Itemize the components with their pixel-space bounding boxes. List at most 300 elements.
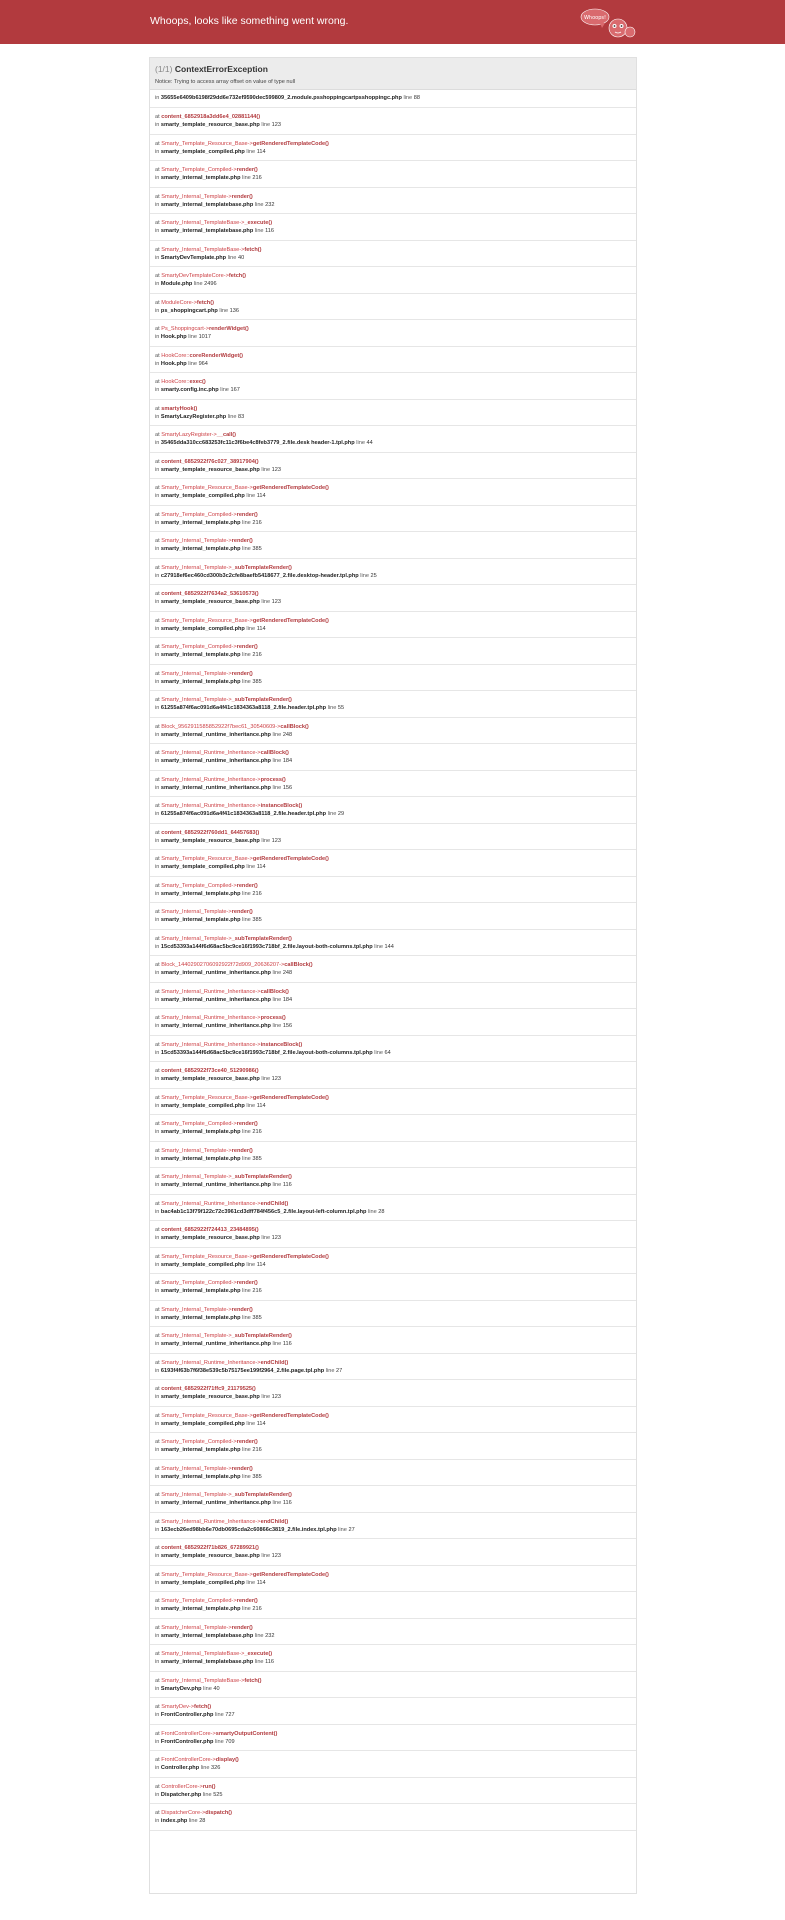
line-label: line xyxy=(325,1367,335,1374)
frame-class: Smarty_Internal_Template-> xyxy=(161,1333,232,1339)
frame-function: render() xyxy=(231,1147,253,1154)
stack-frame[interactable] xyxy=(150,320,636,347)
frame-class: Smarty_Template_Compiled-> xyxy=(161,167,237,173)
at-label: at xyxy=(155,723,160,730)
frame-file: ps_shoppingcart.php xyxy=(160,307,218,314)
stack-frame[interactable] xyxy=(150,1619,636,1646)
frame-file: smarty_internal_runtime_inheritance.php xyxy=(160,970,271,976)
stack-frame[interactable] xyxy=(150,188,636,215)
at-label: at xyxy=(155,1518,160,1525)
frame-function: getRenderedTemplateCode() xyxy=(252,617,329,624)
frame-function: renderWidget() xyxy=(208,326,249,332)
stack-frame[interactable] xyxy=(150,479,636,506)
frame-call xyxy=(155,1650,631,1658)
frame-file: smarty_internal_runtime_inheritance.php xyxy=(160,1182,271,1188)
stack-frame[interactable] xyxy=(150,532,636,559)
stack-frame[interactable] xyxy=(150,797,636,824)
stack-frame[interactable] xyxy=(150,1672,636,1699)
stack-frame[interactable] xyxy=(150,1221,636,1248)
line-label: line xyxy=(254,228,264,234)
frame-class: Smarty_Internal_Template-> xyxy=(161,670,232,677)
in-label: in xyxy=(155,996,160,1003)
frame-file: smarty_internal_templatebase.php xyxy=(160,1659,254,1665)
stack-frame[interactable] xyxy=(150,1009,636,1036)
in-label: in xyxy=(155,625,160,632)
frame-location xyxy=(155,1287,631,1295)
frame-location xyxy=(155,1764,631,1772)
frame-line-number: 216 xyxy=(252,652,262,658)
stack-frame[interactable] xyxy=(150,1513,636,1540)
in-label: in xyxy=(155,1341,160,1347)
frame-file: smarty_template_resource_base.php xyxy=(160,1394,260,1400)
frame-line-number: 27 xyxy=(336,1367,343,1374)
frame-function: _subTemplateRender() xyxy=(231,1492,292,1498)
line-label: line xyxy=(203,1685,212,1692)
stack-frame[interactable] xyxy=(150,1698,636,1725)
stack-frame[interactable] xyxy=(150,1195,636,1222)
frame-function: fetch() xyxy=(244,1677,262,1684)
stack-frame[interactable] xyxy=(150,1327,636,1354)
frame-class: Smarty_Internal_Template-> xyxy=(161,935,232,942)
stack-frame[interactable] xyxy=(150,585,636,612)
line-label: line xyxy=(242,1129,251,1135)
frame-file: smarty_template_resource_base.php xyxy=(160,599,260,605)
at-label: at xyxy=(155,1783,160,1790)
frame-call xyxy=(155,431,631,439)
frame-file: Hook.php xyxy=(160,360,187,367)
stack-frame[interactable] xyxy=(150,214,636,241)
line-label: line xyxy=(227,254,237,261)
stack-frame[interactable] xyxy=(150,1248,636,1275)
stack-frame[interactable] xyxy=(150,930,636,957)
stack-frame[interactable] xyxy=(150,665,636,692)
frame-class: Block_14402902706092922f72d909_20636207-> xyxy=(161,962,285,968)
stack-frame[interactable] xyxy=(150,426,636,453)
in-label: in xyxy=(155,1049,160,1056)
at-label: at xyxy=(155,1253,160,1260)
frame-function: content_6852922f73ce40_51290986() xyxy=(161,1068,259,1074)
frame-call xyxy=(155,749,631,757)
at-label: at xyxy=(155,644,160,650)
in-label: in xyxy=(155,1632,160,1639)
in-label: in xyxy=(155,1129,160,1135)
at-label: at xyxy=(155,1651,160,1657)
frame-call xyxy=(155,1279,631,1287)
frame-line-number: 40 xyxy=(213,1685,220,1692)
at-label: at xyxy=(155,1121,160,1127)
frame-call xyxy=(155,723,631,731)
frame-line-number: 25 xyxy=(370,572,377,579)
at-label: at xyxy=(155,1041,160,1048)
frame-file: smarty_internal_template.php xyxy=(160,546,241,552)
at-label: at xyxy=(155,591,160,597)
first-frame xyxy=(150,90,636,108)
stack-frame[interactable] xyxy=(150,161,636,188)
line-label: line xyxy=(261,837,271,844)
frame-call xyxy=(155,352,631,360)
stack-frame[interactable] xyxy=(150,718,636,745)
frame-location xyxy=(155,704,631,712)
in-label: in xyxy=(155,1261,160,1268)
frame-line-number: 55 xyxy=(337,705,345,711)
at-label: at xyxy=(155,829,160,836)
stack-frame[interactable] xyxy=(150,1274,636,1301)
frame-call xyxy=(155,696,631,704)
frame-function: render() xyxy=(236,1439,258,1445)
frame-file: c27918ef6ec460cd300b3c2cfe8baefb5418677_2.file.desktop-header.tpl.php xyxy=(160,572,359,579)
stack-frame[interactable] xyxy=(150,1539,636,1566)
stack-frame[interactable] xyxy=(150,294,636,321)
stack-frame[interactable] xyxy=(150,1407,636,1434)
line-label: line xyxy=(246,1420,256,1427)
frame-call xyxy=(155,935,631,943)
in-label: in xyxy=(155,1738,160,1745)
stack-frame[interactable] xyxy=(150,1725,636,1752)
at-label: at xyxy=(155,1677,160,1684)
frame-line-number: 83 xyxy=(238,413,245,420)
frame-class: Smarty_Internal_Runtime_Inheritance-> xyxy=(161,988,261,995)
frame-class: FrontControllerCore-> xyxy=(161,1730,216,1737)
frame-call xyxy=(155,1253,631,1261)
stack-frame[interactable] xyxy=(150,1168,636,1195)
frame-line-number: 64 xyxy=(384,1049,391,1056)
stack-frame[interactable] xyxy=(150,1566,636,1593)
frame-file: Controller.php xyxy=(160,1765,200,1771)
frame-class: Smarty_Template_Compiled-> xyxy=(161,511,237,518)
stack-frame[interactable] xyxy=(150,1142,636,1169)
frame-class: Smarty_Internal_Template-> xyxy=(161,1465,232,1472)
frame-class: Smarty_Template_Resource_Base-> xyxy=(161,1253,253,1260)
frame-line-number: 123 xyxy=(271,1394,281,1400)
in-label: in xyxy=(155,731,160,738)
in-label: in xyxy=(155,1685,160,1692)
exception-message: Notice: Trying to access array offset on value of type null xyxy=(155,79,296,85)
stack-frame[interactable] xyxy=(150,1592,636,1619)
frame-class: Smarty_Internal_Template-> xyxy=(161,1624,232,1631)
frame-call xyxy=(155,829,631,837)
frame-list xyxy=(150,108,636,1831)
stack-frame[interactable] xyxy=(150,506,636,533)
frame-line-number: 248 xyxy=(282,970,293,976)
frame-line-number: 123 xyxy=(271,122,281,128)
stack-frame[interactable] xyxy=(150,1115,636,1142)
at-label: at xyxy=(155,458,160,465)
frame-file: smarty_template_compiled.php xyxy=(160,1420,245,1427)
in-label: in xyxy=(155,1023,160,1029)
frame-line-number: 123 xyxy=(271,599,281,605)
frame-call xyxy=(155,1783,631,1791)
frame-call xyxy=(155,140,631,148)
frame-location xyxy=(155,1340,631,1348)
stack-frame[interactable] xyxy=(150,559,636,586)
frame-file: smarty_internal_template.php xyxy=(160,175,241,181)
frame-class: Smarty_Template_Resource_Base-> xyxy=(161,1094,253,1101)
stack-frame[interactable] xyxy=(150,983,636,1010)
frame-location xyxy=(155,757,631,765)
stack-frame[interactable] xyxy=(150,1433,636,1460)
frame-location xyxy=(155,280,631,288)
line-label: line xyxy=(242,652,251,658)
stack-frame[interactable] xyxy=(150,956,636,983)
stack-frame[interactable] xyxy=(150,347,636,374)
at-label: at xyxy=(155,1200,160,1207)
stack-frame[interactable] xyxy=(150,241,636,268)
stack-frame[interactable] xyxy=(150,108,636,135)
frame-file: smarty_template_compiled.php xyxy=(160,493,245,499)
frame-file: Dispatcher.php xyxy=(160,1791,202,1798)
at-label: at xyxy=(155,670,160,677)
frame-function: getRenderedTemplateCode() xyxy=(252,485,329,491)
in-label: in xyxy=(155,493,160,499)
frame-location xyxy=(155,1049,631,1057)
frame-function: content_6852922f71ffc9_21179525() xyxy=(161,1386,256,1392)
stack-frame[interactable] xyxy=(150,1301,636,1328)
frame-file: smarty_internal_template.php xyxy=(160,1473,241,1480)
frame-location xyxy=(155,651,631,659)
frame-line-number: 29 xyxy=(337,811,345,817)
frame-line-number: 184 xyxy=(282,996,293,1003)
stack-frame[interactable] xyxy=(150,135,636,162)
frame-location xyxy=(155,837,631,845)
frame-class: Smarty_Internal_Template-> xyxy=(161,538,232,544)
line-label: line xyxy=(242,1473,251,1480)
line-label: line xyxy=(246,625,256,632)
stack-frame[interactable] xyxy=(150,1089,636,1116)
frame-line-number: 136 xyxy=(229,307,239,314)
stack-frame[interactable] xyxy=(150,1645,636,1672)
frame-file: smarty_internal_runtime_inheritance.php xyxy=(160,1023,271,1029)
frame-function: render() xyxy=(231,1624,253,1631)
line-label: line xyxy=(242,917,251,923)
stack-frame[interactable] xyxy=(150,1380,636,1407)
frame-file: smarty_template_compiled.php xyxy=(160,625,245,632)
stack-frame[interactable] xyxy=(150,824,636,851)
frame-file: smarty_template_resource_base.php xyxy=(160,837,260,844)
frame-file: smarty_internal_template.php xyxy=(160,519,241,526)
frame-location xyxy=(155,439,631,447)
at-label: at xyxy=(155,750,160,756)
in-label: in xyxy=(155,1765,160,1771)
frame-call xyxy=(155,988,631,996)
in-label: in xyxy=(155,334,160,340)
frame-call xyxy=(155,1094,631,1102)
stack-frame[interactable] xyxy=(150,1036,636,1063)
at-label: at xyxy=(155,1624,160,1631)
line-label: line xyxy=(219,307,229,314)
frame-function: process() xyxy=(260,1015,286,1021)
frame-class: FrontControllerCore-> xyxy=(161,1757,216,1763)
frame-line-number: 216 xyxy=(252,519,262,526)
frame-location xyxy=(155,572,631,580)
in-label: in xyxy=(155,1314,160,1321)
frame-function: _subTemplateRender() xyxy=(231,697,292,703)
line-label: line xyxy=(374,1049,383,1056)
frame-line-number: 116 xyxy=(265,228,275,234)
in-label: in xyxy=(155,1500,160,1506)
frame-function: getRenderedTemplateCode() xyxy=(252,1094,329,1101)
line-label: line xyxy=(272,996,282,1003)
frame-location xyxy=(155,996,631,1004)
line-label: line xyxy=(272,758,282,764)
frame-location xyxy=(155,1314,631,1322)
frame-call xyxy=(155,855,631,863)
frame-call xyxy=(155,1041,631,1049)
frame-function: instanceBlock() xyxy=(260,803,303,809)
line-label: line xyxy=(246,1261,256,1268)
frame-file: smarty_template_resource_base.php xyxy=(160,466,260,473)
frame-location xyxy=(155,969,631,977)
frame-line-number: 232 xyxy=(265,1632,275,1639)
error-header xyxy=(0,0,785,44)
frame-line-number: 123 xyxy=(271,1076,281,1082)
at-label: at xyxy=(155,352,160,359)
frame-line-number: 385 xyxy=(252,678,262,685)
frame-location xyxy=(155,1499,631,1507)
frame-class: Smarty_Template_Compiled-> xyxy=(161,1280,237,1286)
at-label: at xyxy=(155,1174,160,1180)
at-label: at xyxy=(155,1386,160,1392)
frame-function: content_6852922f7634a2_53610573() xyxy=(161,591,259,597)
frame-call xyxy=(155,405,631,413)
frame-class: HookCore:: xyxy=(161,379,190,385)
line-label: line xyxy=(272,1023,282,1029)
frame-location xyxy=(155,333,631,341)
frame-function: callBlock() xyxy=(284,962,313,968)
stack-frame[interactable] xyxy=(150,1354,636,1381)
in-label: in xyxy=(155,1659,160,1665)
frame-line-number: 40 xyxy=(237,254,245,261)
stack-frame[interactable] xyxy=(150,267,636,294)
stack-frame[interactable] xyxy=(150,453,636,480)
at-label: at xyxy=(155,273,160,279)
frame-class: Smarty_Template_Resource_Base-> xyxy=(161,1412,253,1419)
frame-function: render() xyxy=(231,538,253,544)
frame-line-number: 525 xyxy=(213,1791,223,1798)
at-label: at xyxy=(155,1015,160,1021)
frame-function: fetch() xyxy=(196,299,214,306)
frame-call xyxy=(155,246,631,254)
frame-file: smarty_template_resource_base.php xyxy=(160,1235,260,1241)
frame-call xyxy=(155,776,631,784)
frame-line-number: 385 xyxy=(252,546,262,552)
frame-location xyxy=(155,227,631,235)
in-label: in xyxy=(155,1155,160,1162)
frame-call xyxy=(155,1014,631,1022)
exception-name: ContextErrorException xyxy=(174,64,268,74)
stack-frame[interactable] xyxy=(150,638,636,665)
stack-frame[interactable] xyxy=(150,771,636,798)
at-label: at xyxy=(155,1492,160,1498)
stack-frame[interactable] xyxy=(150,1460,636,1487)
line-label: line xyxy=(338,1526,347,1533)
stack-frame[interactable] xyxy=(150,400,636,427)
stack-frame[interactable] xyxy=(150,1778,636,1805)
stack-frame[interactable] xyxy=(150,1751,636,1778)
frame-location xyxy=(155,1473,631,1481)
stack-frame[interactable] xyxy=(150,612,636,639)
frame-call xyxy=(155,537,631,545)
frame-call xyxy=(155,299,631,307)
line-label: line xyxy=(220,387,229,393)
stack-frame[interactable] xyxy=(150,903,636,930)
frame-class: HookCore:: xyxy=(161,352,190,359)
stack-frame[interactable] xyxy=(150,1804,636,1831)
stack-frame[interactable] xyxy=(150,1062,636,1089)
at-label: at xyxy=(155,1810,160,1816)
stack-frame[interactable] xyxy=(150,877,636,904)
frame-call xyxy=(155,1200,631,1208)
frame-class: Smarty_Template_Compiled-> xyxy=(161,1598,237,1604)
line-label: line xyxy=(202,1791,212,1798)
frame-file: smarty_internal_template.php xyxy=(160,1447,241,1453)
at-label: at xyxy=(155,1306,160,1313)
at-label: at xyxy=(155,1227,160,1233)
in-label: in xyxy=(155,1367,160,1374)
frame-class: Smarty_Internal_Runtime_Inheritance-> xyxy=(161,776,261,783)
frame-file: smarty_template_compiled.php xyxy=(160,864,245,870)
frame-function: render() xyxy=(236,1121,258,1127)
at-label: at xyxy=(155,1280,160,1286)
in-label: in xyxy=(155,175,160,181)
frame-location xyxy=(155,1261,631,1269)
line-label: line xyxy=(200,1765,210,1771)
line-label: line xyxy=(254,201,264,208)
stack-frame[interactable] xyxy=(150,850,636,877)
frame-file: smarty_internal_template.php xyxy=(160,678,241,685)
stack-frame[interactable] xyxy=(150,373,636,400)
frame-line-number: 385 xyxy=(252,1473,262,1480)
frame-location xyxy=(155,943,631,951)
at-label: at xyxy=(155,1571,160,1578)
in-label: in xyxy=(155,784,160,791)
frame-call xyxy=(155,272,631,280)
at-label: at xyxy=(155,1730,160,1737)
frame-location xyxy=(155,1181,631,1189)
stack-frame[interactable] xyxy=(150,691,636,718)
frame-line-number: 727 xyxy=(225,1712,235,1718)
frame-class: DispatcherCore-> xyxy=(161,1810,206,1816)
frame-call xyxy=(155,1226,631,1234)
frame-function: smartyOutputContent() xyxy=(215,1730,278,1737)
in-label: in xyxy=(155,1102,160,1109)
in-label: in xyxy=(155,970,160,976)
at-label: at xyxy=(155,114,160,120)
frame-file: SmartyLazyRegister.php xyxy=(160,413,227,420)
frame-file: smarty_internal_template.php xyxy=(160,1606,241,1612)
frame-function: render() xyxy=(231,193,253,200)
in-label: in xyxy=(155,705,160,711)
line-label: line xyxy=(272,1182,282,1188)
at-label: at xyxy=(155,432,160,438)
frame-call xyxy=(155,1571,631,1579)
frame-class: Smarty_Internal_TemplateBase-> xyxy=(161,1677,245,1684)
frame-call xyxy=(155,1624,631,1632)
stack-frame[interactable] xyxy=(150,1486,636,1513)
frame-function: render() xyxy=(231,1306,253,1313)
frame-location xyxy=(155,307,631,315)
frame-location xyxy=(155,386,631,394)
frame-call xyxy=(155,1438,631,1446)
in-label: in xyxy=(155,228,160,234)
stack-frame[interactable] xyxy=(150,744,636,771)
frame-location xyxy=(155,1022,631,1030)
frame-file: smarty_internal_runtime_inheritance.php xyxy=(160,784,271,791)
at-label: at xyxy=(155,1598,160,1604)
frame-class: SmartyDev-> xyxy=(161,1704,195,1710)
in-label: in xyxy=(155,307,160,314)
frame-line-number: 114 xyxy=(256,148,266,155)
line-label: line xyxy=(242,546,251,552)
